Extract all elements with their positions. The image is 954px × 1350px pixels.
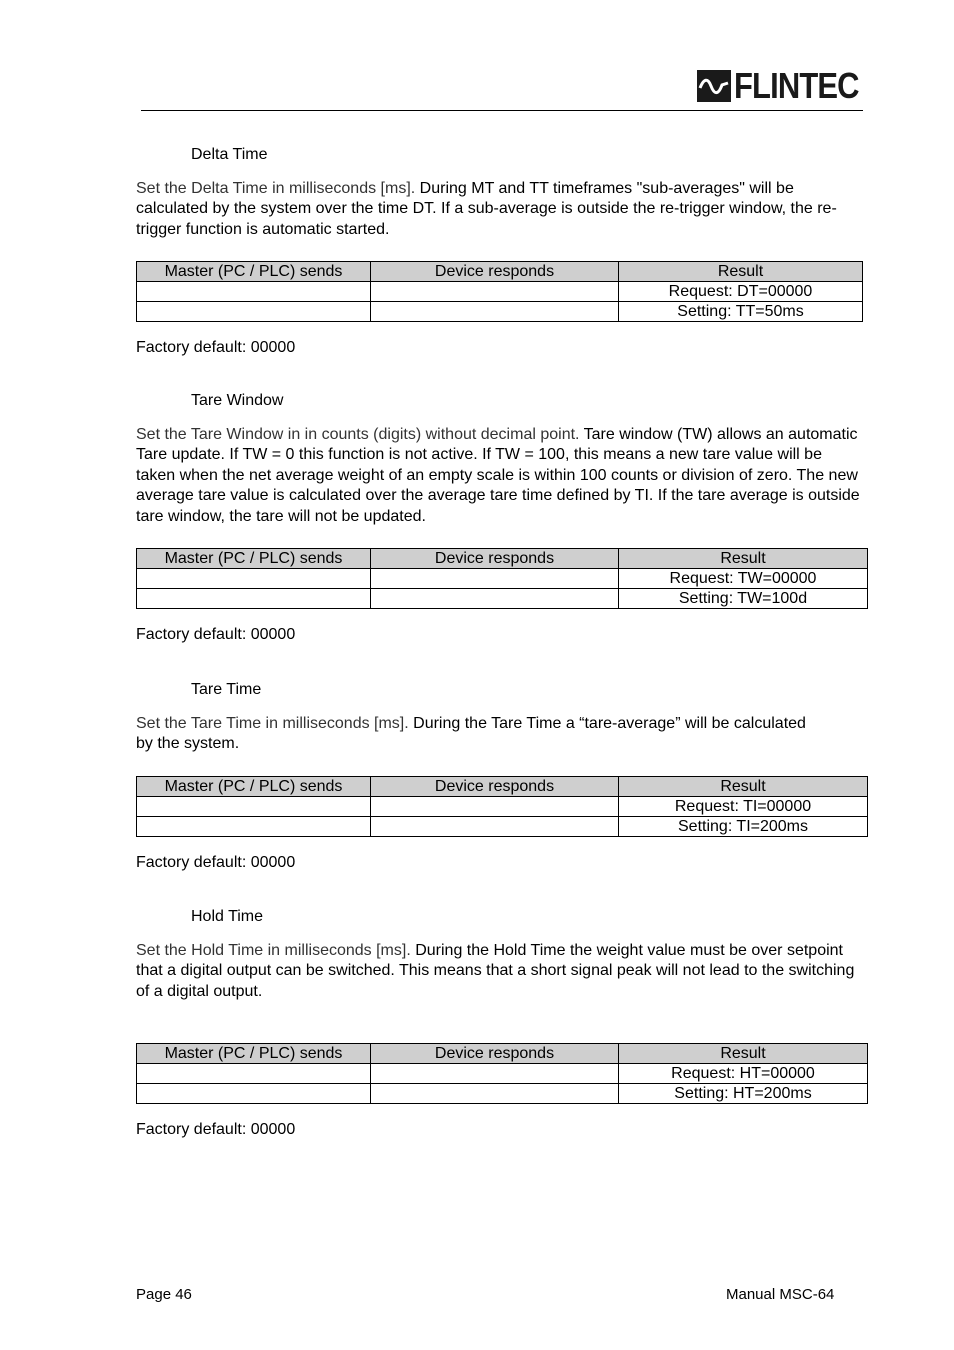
table-cell	[137, 1064, 371, 1084]
table-cell: Setting: TT=50ms	[619, 302, 863, 322]
table-header-row	[137, 776, 868, 796]
table-cell: Request: HT=00000	[619, 1064, 868, 1084]
table-header-cell: Result	[619, 1044, 868, 1064]
para-lead: Set the Delta Time in milliseconds [ms].	[136, 180, 416, 197]
table-row	[137, 282, 863, 302]
section-tare-window	[136, 391, 868, 645]
section-heading: Delta Time	[191, 146, 268, 163]
table-header-cell: Device responds	[371, 549, 619, 569]
para-rest: Tare window (TW) allows an automatic Tare update. If TW = 0 this function is not active. If TW = 100, this means a new tare value will be taken when the net average weight of an empty scale is within 100 counts or division of zero. The new average tare value is calculated over the average tare time defined by TI. If the tare average is outside tare window, the tare will not be updated.	[136, 426, 860, 525]
table-cell	[137, 796, 371, 816]
table-header-cell: Device responds	[371, 262, 619, 282]
table-cell	[137, 569, 371, 589]
table-cell: Setting: TW=100d	[619, 589, 868, 609]
table-cell	[371, 569, 619, 589]
table-cell	[137, 1084, 371, 1104]
command-table	[136, 548, 868, 609]
section-delta-time	[136, 145, 868, 358]
section-paragraph	[136, 714, 816, 755]
logo-wave-icon	[697, 70, 731, 102]
command-table	[136, 261, 863, 322]
table-cell	[371, 1064, 619, 1084]
factory-default: Factory default: 00000	[136, 339, 296, 357]
footer-manual-name: Manual MSC-64	[726, 1286, 835, 1303]
table-header-cell: Master (PC / PLC) sends	[137, 776, 371, 796]
para-lead: Set the Tare Window in in counts (digits) without decimal point.	[136, 426, 580, 443]
table-cell	[371, 282, 619, 302]
table-cell	[371, 796, 619, 816]
logo-text: FLINTEC	[734, 65, 859, 106]
factory-default: Factory default: 00000	[136, 626, 296, 644]
table-cell: Request: TI=00000	[619, 796, 868, 816]
table-cell	[371, 816, 619, 836]
table-header-cell: Device responds	[371, 776, 619, 796]
table-row	[137, 1084, 868, 1104]
factory-default: Factory default: 00000	[136, 1121, 296, 1139]
header-rule	[141, 110, 863, 111]
table-row	[137, 796, 868, 816]
table-header-row	[137, 1044, 868, 1064]
para-lead: Set the Tare Time in milliseconds [ms].	[136, 715, 409, 732]
factory-default: Factory default: 00000	[136, 853, 296, 871]
section-heading: Tare Time	[191, 681, 262, 698]
table-row	[137, 1064, 868, 1084]
table-cell	[137, 816, 371, 836]
table-row	[137, 816, 868, 836]
table-cell	[371, 302, 619, 322]
section-paragraph	[136, 179, 866, 240]
table-row	[137, 302, 863, 322]
section-tare-time	[136, 680, 868, 873]
section-hold-time	[136, 907, 868, 1140]
section-paragraph	[136, 941, 861, 1002]
table-cell: Request: TW=00000	[619, 569, 868, 589]
section-heading: Hold Time	[191, 908, 264, 925]
table-cell	[137, 282, 371, 302]
table-header-cell: Master (PC / PLC) sends	[137, 1044, 371, 1064]
table-cell	[137, 589, 371, 609]
table-header-row	[137, 262, 863, 282]
table-cell: Request: DT=00000	[619, 282, 863, 302]
table-header-row	[137, 549, 868, 569]
table-cell: Setting: HT=200ms	[619, 1084, 868, 1104]
section-paragraph	[136, 425, 861, 527]
table-header-cell: Result	[619, 262, 863, 282]
table-row	[137, 589, 868, 609]
table-cell	[371, 589, 619, 609]
table-header-cell: Master (PC / PLC) sends	[137, 262, 371, 282]
command-table	[136, 1043, 868, 1104]
footer-page-number: Page 46	[136, 1286, 192, 1303]
table-row	[137, 569, 868, 589]
para-rest: During the Tare Time a “tare-average” will be calculated by the system.	[136, 715, 806, 753]
table-header-cell: Result	[619, 549, 868, 569]
table-cell	[137, 302, 371, 322]
section-heading: Tare Window	[191, 392, 284, 409]
table-cell: Setting: TI=200ms	[619, 816, 868, 836]
para-lead: Set the Hold Time in milliseconds [ms].	[136, 942, 411, 959]
para-rest: During the Hold Time the weight value must be over setpoint that a digital output can be switched. This means that a short signal peak will not lead to the switching of a digital output.	[136, 942, 855, 1000]
table-header-cell: Device responds	[371, 1044, 619, 1064]
table-cell	[371, 1084, 619, 1104]
table-header-cell: Master (PC / PLC) sends	[137, 549, 371, 569]
flintec-logo	[697, 65, 879, 106]
command-table	[136, 776, 868, 837]
table-header-cell: Result	[619, 776, 868, 796]
para-rest: During MT and TT timeframes "sub-averages" will be calculated by the system over the time DT. If a sub-average is outside the re-trigger window, the re-trigger function is automatic started.	[136, 180, 837, 238]
